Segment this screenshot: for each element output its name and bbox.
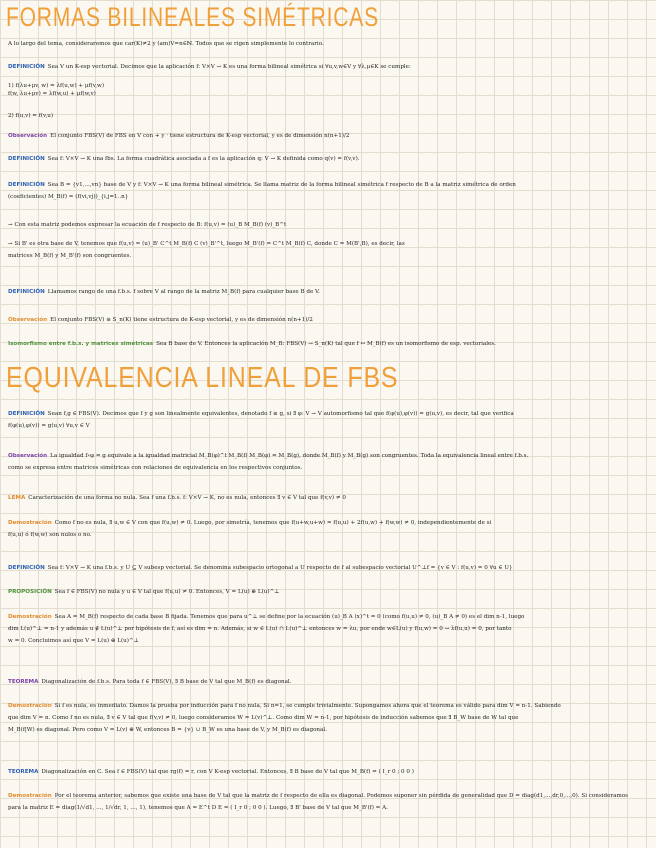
note-line: [8, 726, 648, 734]
note-line: [8, 112, 648, 120]
note-text: Sea f ∈ FBS(V) no nula y u ∈ V tal que f(u,u) ≠ 0. Entonces, V = L(u) ⊕ L(u)^⊥: [54, 589, 280, 595]
note-keyword: TEOREMA: [8, 769, 39, 775]
note-line: [8, 637, 648, 645]
note-line: [8, 714, 648, 722]
note-line: [8, 132, 648, 140]
note-keyword: PROPOSICIÓN: [8, 589, 52, 595]
note-line: [8, 82, 648, 90]
note-line: [8, 240, 648, 248]
note-line: [8, 464, 648, 472]
note-line: [8, 768, 648, 776]
note-text: para la matriz E = diag(1/√d1, ..., 1/√dr, 1, ..., 1), tenemos que A = E^t D E = ( I_r 0 ; 0 0 ). Luego, ∃ B' base de V tal que M_B'(f) = A.: [8, 805, 388, 811]
note-text: Si f es nula, es inmediato. Damos la prueba por inducción para f no nula, Si n=1, se cumple trivialmente. Supongamos ahora que el teorema es válido para dim V = n-1. Sabiendo: [54, 703, 561, 709]
note-line: [8, 613, 648, 621]
note-text: Sea A = M_B(f) respecto de cada base B fijada. Tenemos que para u^⊥ se define por la ecuación (u)_B A (x)^t = 0 (como f(u,u) ≠ 0, (u)_B A ≠ 0) es el dim n-1, luego: [54, 614, 525, 620]
note-keyword: Isomorfismo entre f.b.s. y matrices simétricas: [8, 341, 154, 347]
note-line: [8, 452, 648, 460]
note-line: [8, 63, 648, 71]
note-text: (coeficientes) M_B(f) = (f(vi,vj))_{i,j=1..n}: [8, 194, 129, 200]
note-text: El conjunto FBS(V) ≅ S_n(K) tiene estructura de K-esp vectorial, y es de dimensión n(n+1)/2: [50, 317, 313, 323]
note-text: A lo largo del tema, consideraremos que car(K)≠2 y (am)V=n∈ℕ. Todos que se rigen simplemente lo contrario.: [8, 41, 324, 47]
note-text: dim L(u)^⊥ = n-1 y además u ∉ L(u)^⊥ por hipótesis de f, así es dim = n. Además, si w ∈ L(u) ∩ L(u)^⊥ entonces w = λu, por ende w∈L(u) y f(u,w) = 0 → λf(u,u) = 0, por tanto: [8, 626, 512, 632]
note-text: f(w, λu+μv) = λf(w,u) + μf(w,v): [8, 91, 96, 97]
note-keyword: Observación: [8, 133, 48, 139]
note-line: [8, 40, 648, 48]
note-text: Sean f,g ∈ FBS(V). Decimos que f y g son linealmente equivalentes, denotado f ≅ g, si ∃ φ: V → V automorfismo tal que f(φ(u),φ(v)) = g(u,v), es decir, tal que verifica: [47, 411, 514, 417]
note-text: f(φ(u),φ(v)) = g(u,v) ∀u,v ∈ V: [8, 423, 90, 429]
note-line: [8, 340, 648, 348]
note-keyword: Observación: [8, 317, 48, 323]
note-line: [8, 678, 648, 686]
note-keyword: DEFINICIÓN: [8, 565, 45, 571]
note-text: Diagonalización de f.b.s. Para toda f ∈ FBS(V), ∃ B base de V tal que M_B(f) es diagonal.: [41, 679, 292, 685]
note-line: [8, 410, 648, 418]
note-text: Por el teorema anterior, sabemos que existe una base de V tal que la matriz de f respecto de ella es diagonal. Podemos suponer sin pérdida de generalidad que D = diag(d1,...,dr,0,...,0). Si consideramos: [54, 793, 628, 799]
note-text: → Con esta matriz podemos expresar la ecuación de f respecto de B: f(u,v) = (u)_B M_B(f) (v)_B^t: [8, 222, 287, 228]
note-text: f(u,u) ó f(w,w) son nulos o no.: [8, 532, 92, 538]
note-text: Sea B base de V. Entonces la aplicación M_B: FBS(V) → S_n(K) tal que f ↦ M_B(f) es un isomorfismo de esp. vectoriales.: [156, 341, 496, 347]
note-line: [8, 193, 648, 201]
note-keyword: DEFINICIÓN: [8, 411, 45, 417]
note-line: [8, 422, 648, 430]
note-text: Sea f: V×V → K una f.b.s. y U ⊆ V subesp vectorial. Se denomina subespacio ortogonal a U respecto de f al subespacio vectorial U^⊥f = {v ∈ V : f(u,v) = 0 ∀u ∈ U}: [47, 565, 513, 571]
note-keyword: LEMA: [8, 495, 26, 501]
note-keyword: Demostración: [8, 520, 52, 526]
note-text: M_B(f|W) es diagonal. Pero como V = L(v) ⊕ W, entonces B = {v} ∪ B_W es una base de V, y M_B(f) es diagonal.: [8, 727, 327, 733]
note-line: [8, 519, 648, 527]
note-line: [8, 221, 648, 229]
note-line: [8, 181, 648, 189]
note-text: que dim V = n. Como f no es nula, ∃ v ∈ V tal que f(v,v) ≠ 0, luego consideramos W = L(v)^⊥. Como dim W = n-1, por hipótesis de inducción sabemos que ∃ B_W base de W tal que: [8, 715, 519, 721]
note-keyword: Demostración: [8, 614, 52, 620]
note-line: [8, 155, 648, 163]
note-text: Sea V un K-esp vectorial. Decimos que la aplicación f: V×V → K es una forma bilineal simétrica si ∀u,v,w∈V y ∀λ,μ∈K se cumple:: [47, 64, 411, 70]
note-text: El conjunto FBS(V) de FBS en V con + y · tiene estructura de K-esp vectorial, y es de dimensión n(n+1)/2: [50, 133, 350, 139]
note-text: Sea B = {v1,...,vn} base de V y f: V×V → K una forma bilineal simétrica. Se llama matriz de la forma bilineal simétrica f respecto de B a la matriz simétrica de orden: [47, 182, 516, 188]
note-text: 2) f(u,v) = f(v,u): [8, 113, 54, 119]
note-line: [8, 804, 648, 812]
note-line: [8, 588, 648, 596]
note-line: [8, 316, 648, 324]
note-line: [8, 288, 648, 296]
note-text: Diagonalización en C. Sea f ∈ FBS(V) tal que rg(f) = r, con V K-esp vectorial. Entonces, ∃ B base de V tal que M_B(f) = ( I_r 0 ; 0 0 ): [41, 769, 414, 775]
note-text: 1) f(λu+μv, w) = λf(u,w) + μf(v,w): [8, 83, 105, 89]
note-line: [8, 564, 648, 572]
note-text: w = 0. Concluimos así que V = L(u) ⊕ L(u)^⊥: [8, 638, 139, 644]
note-keyword: Demostración: [8, 703, 52, 709]
note-keyword: Observación: [8, 453, 48, 459]
note-text: Sea f: V×V → K una fbs. La forma cuadrática asociada a f es la aplicación q: V → K definida como q(v) = f(v,v).: [47, 156, 360, 162]
note-line: [8, 90, 648, 98]
section-title-equivalencia: EQUIVALENCIA LINEAL DE FBS: [6, 362, 399, 394]
note-line: [8, 702, 648, 710]
note-text: La igualdad f∘φ = g equivale a la igualdad matricial M_B(φ)^t M_B(f) M_B(φ) = M_B(g), donde M_B(f) y M_B(g) son congruentes. Toda la equivalencia lineal entre f.b.s.: [50, 453, 529, 459]
note-line: [8, 252, 648, 260]
note-keyword: TEOREMA: [8, 679, 39, 685]
note-text: Como f no es nula, ∃ u,w ∈ V con que f(u,w) ≠ 0. Luego, por simetría, tenemos que f(u+w,u+w) = f(u,u) + 2f(u,w) + f(w,w) ≠ 0, independientemente de si: [54, 520, 492, 526]
note-keyword: Demostración: [8, 793, 52, 799]
note-line: [8, 625, 648, 633]
section-title-fbs: FORMAS BILINEALES SIMÉTRICAS: [6, 2, 379, 32]
note-text: como se expresa entre matrices simétricas con relaciones de equivalencia en los respectivos conjuntos.: [8, 465, 303, 471]
note-keyword: DEFINICIÓN: [8, 182, 45, 188]
note-line: [8, 792, 648, 800]
note-text: Llamamos rango de una f.b.s. f sobre V al rango de la matriz M_B(f) para cualquier base B de V.: [47, 289, 320, 295]
note-text: matrices M_B(f) y M_B'(f) son congruentes.: [8, 253, 132, 259]
note-keyword: DEFINICIÓN: [8, 156, 45, 162]
note-keyword: DEFINICIÓN: [8, 64, 45, 70]
note-line: [8, 494, 648, 502]
note-text: Caracterización de una forma no nula. Sea f una f.b.s. f: V×V → K, no es nula, entonces ∃ v ∈ V tal que f(v,v) ≠ 0: [28, 495, 346, 501]
note-text: → Si B' es otra base de V, tenemos que f(u,v) = (u)_B' C^t M_B(f) C (v)_B'^t, luego M_B'(f) = C^t M_B(f) C, donde C = M(B',B), es decir, las: [8, 241, 405, 247]
note-line: [8, 531, 648, 539]
note-keyword: DEFINICIÓN: [8, 289, 45, 295]
